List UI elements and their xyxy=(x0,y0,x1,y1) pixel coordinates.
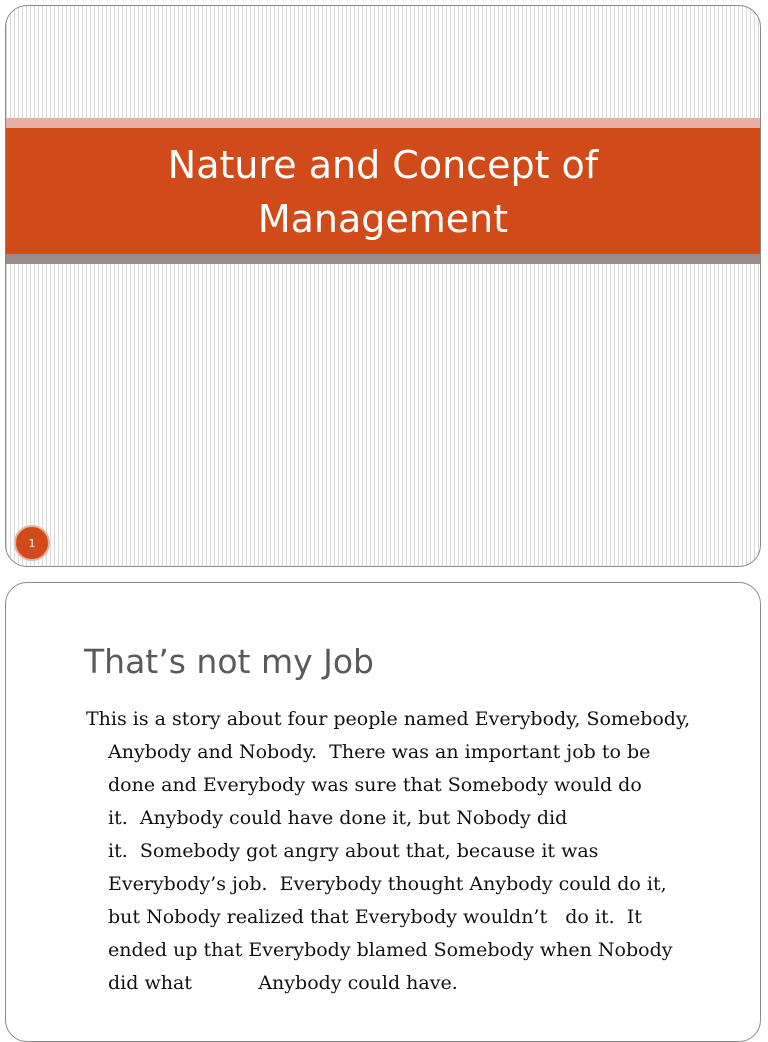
story-line: Anybody and Nobody. There was an important job to be xyxy=(108,741,651,763)
story-line: ended up that Everybody blamed Somebody when Nobody xyxy=(108,939,673,961)
slide-heading: That’s not my Job xyxy=(84,642,374,681)
story-line: done and Everybody was sure that Somebody would do xyxy=(108,774,642,796)
story-line: This is a story about four people named Everybody, Somebody, xyxy=(86,708,691,730)
page-number-badge: 1 xyxy=(14,525,50,561)
story-line: but Nobody realized that Everybody wouldn’t do it. It xyxy=(108,906,642,928)
content-slide xyxy=(5,582,761,1042)
title-slide xyxy=(5,5,761,567)
title-band-top-stripe xyxy=(6,118,760,128)
story-line: did what Anybody could have. xyxy=(108,972,458,994)
story-paragraph xyxy=(86,703,736,1000)
story-line: it. Anybody could have done it, but Nobody did xyxy=(108,807,568,829)
story-line: it. Somebody got angry about that, because it was xyxy=(108,840,599,862)
title-band-bottom-stripe xyxy=(6,254,760,264)
story-line: Everybody’s job. Everybody thought Anybody could do it, xyxy=(108,873,667,895)
slide-title: Nature and Concept of Management xyxy=(167,143,599,241)
